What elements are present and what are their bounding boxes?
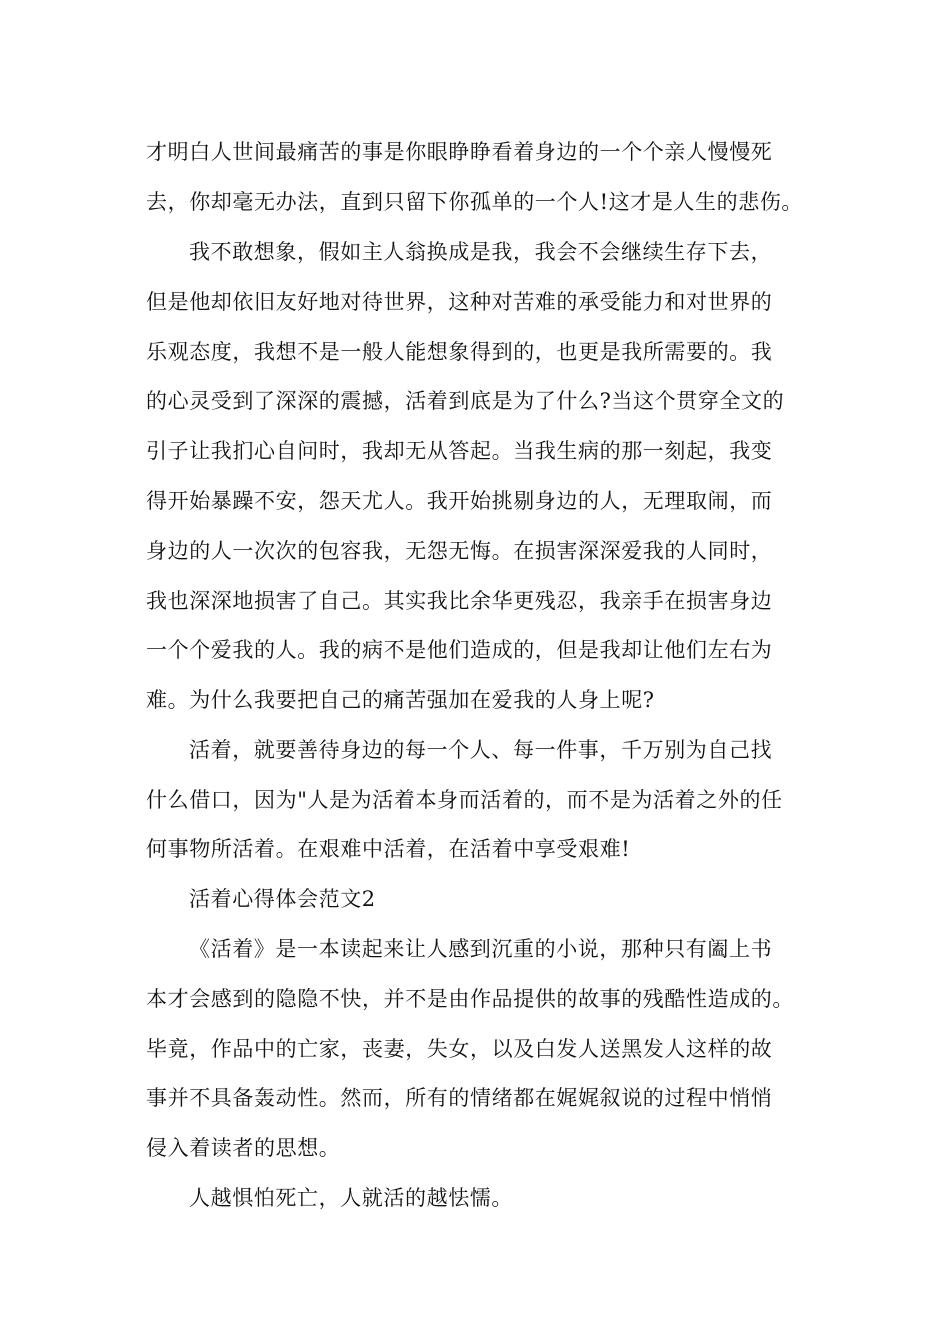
text-line: 何事物所活着。在艰难中活着，在活着中享受艰难! bbox=[146, 837, 631, 861]
text-line: 什么借口，因为"人是为活着本身而活着的，而不是为活着之外的任 bbox=[146, 788, 783, 812]
text-line: 《活着》是一本读起来让人感到沉重的小说，那种只有阖上书 bbox=[189, 937, 773, 961]
text-line: 得开始暴躁不安，怨天尤人。我开始挑剔身边的人，无理取闹，而 bbox=[146, 489, 773, 513]
text-line: 侵入着读者的思想。 bbox=[146, 1136, 341, 1160]
text-line: 我不敢想象，假如主人翁换成是我，我会不会继续生存下去， bbox=[189, 240, 773, 264]
text-line: 但是他却依旧友好地对待世界，这种对苦难的承受能力和对世界的 bbox=[146, 290, 773, 314]
text-line: 一个个爱我的人。我的病不是他们造成的，但是我却让他们左右为 bbox=[146, 638, 773, 662]
text-line: 我也深深地损害了自己。其实我比余华更残忍，我亲手在损害身边 bbox=[146, 589, 773, 613]
text-line: 身边的人一次次的包容我，无怨无悔。在损害深深爱我的人同时， bbox=[146, 539, 773, 563]
text-line: 活着，就要善待身边的每一个人、每一件事，千万别为自己找 bbox=[189, 738, 773, 762]
text-line: 去，你却毫无办法，直到只留下你孤单的一个人!这才是人生的悲伤。 bbox=[146, 190, 804, 214]
text-line: 事并不具备轰动性。然而，所有的情绪都在娓娓叙说的过程中悄悄 bbox=[146, 1086, 773, 1110]
text-line: 的心灵受到了深深的震撼，活着到底是为了什么?当这个贯穿全文的 bbox=[146, 389, 785, 413]
text-line: 毕竟，作品中的亡家，丧妻，失女，以及白发人送黑发人这样的故 bbox=[146, 1037, 773, 1061]
section-heading: 活着心得体会范文2 bbox=[189, 887, 376, 911]
text-line: 引子让我扪心自问时，我却无从答起。当我生病的那一刻起，我变 bbox=[146, 439, 773, 463]
text-line: 才明白人世间最痛苦的事是你眼睁睁看着身边的一个个亲人慢慢死 bbox=[146, 140, 773, 164]
text-line: 本才会感到的隐隐不快，并不是由作品提供的故事的残酷性造成的。 bbox=[146, 987, 794, 1011]
text-line: 乐观态度，我想不是一般人能想象得到的，也更是我所需要的。我 bbox=[146, 340, 773, 364]
text-line: 难。为什么我要把自己的痛苦强加在爱我的人身上呢? bbox=[146, 688, 655, 712]
text-line: 人越惧怕死亡，人就活的越怯懦。 bbox=[189, 1186, 513, 1210]
